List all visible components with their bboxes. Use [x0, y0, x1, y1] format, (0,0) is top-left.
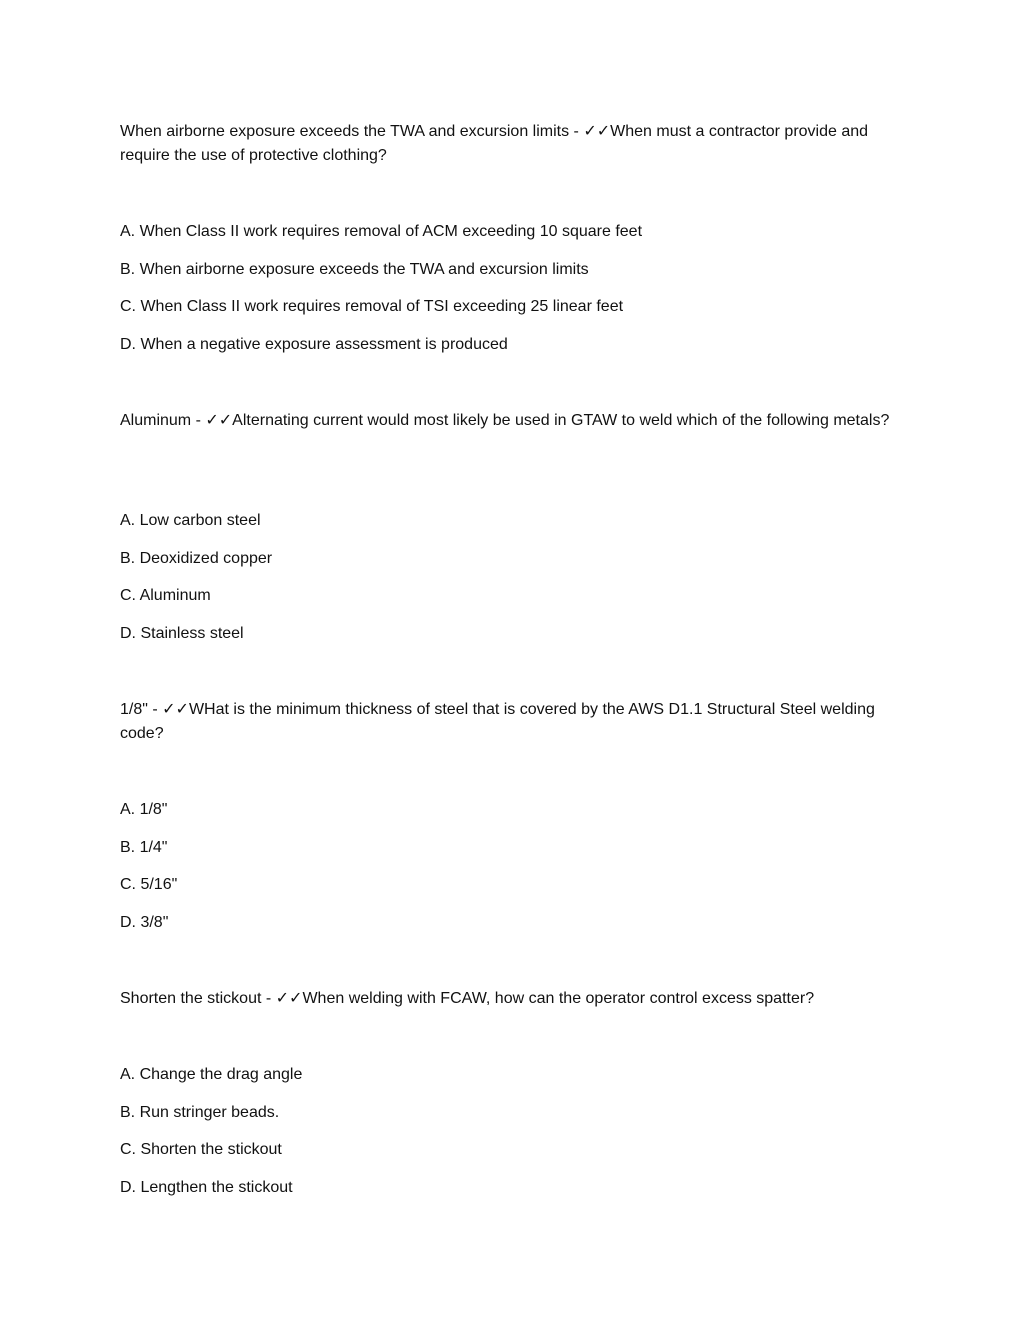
answer-option-d: D. When a negative exposure assessment is produced [120, 335, 508, 353]
question-text: When airborne exposure exceeds the TWA and excursion limits - ✓✓When must a contractor provide and require the use of protective clothing? [120, 123, 869, 164]
question-text: Aluminum - ✓✓Alternating current would most likely be used in GTAW to weld which of the following metals? [120, 412, 890, 429]
answer-option-a: A. 1/8" [120, 801, 168, 818]
answer-option-b: B. When airborne exposure exceeds the TWA and excursion limits [120, 260, 589, 278]
question-text: Shorten the stickout - ✓✓When welding with FCAW, how can the operator control excess spatter? [120, 990, 815, 1007]
answer-option-c: C. When Class II work requires removal of TSI exceeding 25 linear feet [120, 298, 624, 315]
answer-option-d: D. Stainless steel [120, 624, 244, 642]
answer-option-c: C. Aluminum [120, 587, 211, 604]
answer-option-d: D. 3/8" [120, 913, 169, 931]
qa-block-3 [120, 698, 890, 931]
answer-options [120, 798, 177, 948]
qa-block-2 [120, 409, 890, 642]
question-text: 1/8" - ✓✓WHat is the minimum thickness of steel that is covered by the AWS D1.1 Structural Steel welding code? [120, 701, 875, 742]
answer-options [120, 509, 272, 659]
answer-option-c: C. Shorten the stickout [120, 1141, 282, 1158]
answer-option-b: B. Run stringer beads. [120, 1103, 280, 1121]
qa-block-4 [120, 987, 890, 1196]
answer-option-b: B. 1/4" [120, 838, 168, 856]
answer-option-d: D. Lengthen the stickout [120, 1178, 293, 1196]
answer-option-c: C. 5/16" [120, 876, 178, 893]
answer-option-a: A. Low carbon steel [120, 512, 261, 529]
qa-block-1 [120, 120, 890, 353]
answer-options [120, 220, 642, 370]
answer-option-a: A. When Class II work requires removal of ACM exceeding 10 square feet [120, 223, 643, 240]
answer-option-a: A. Change the drag angle [120, 1066, 303, 1083]
answer-option-b: B. Deoxidized copper [120, 549, 273, 567]
answer-options [120, 1063, 302, 1213]
